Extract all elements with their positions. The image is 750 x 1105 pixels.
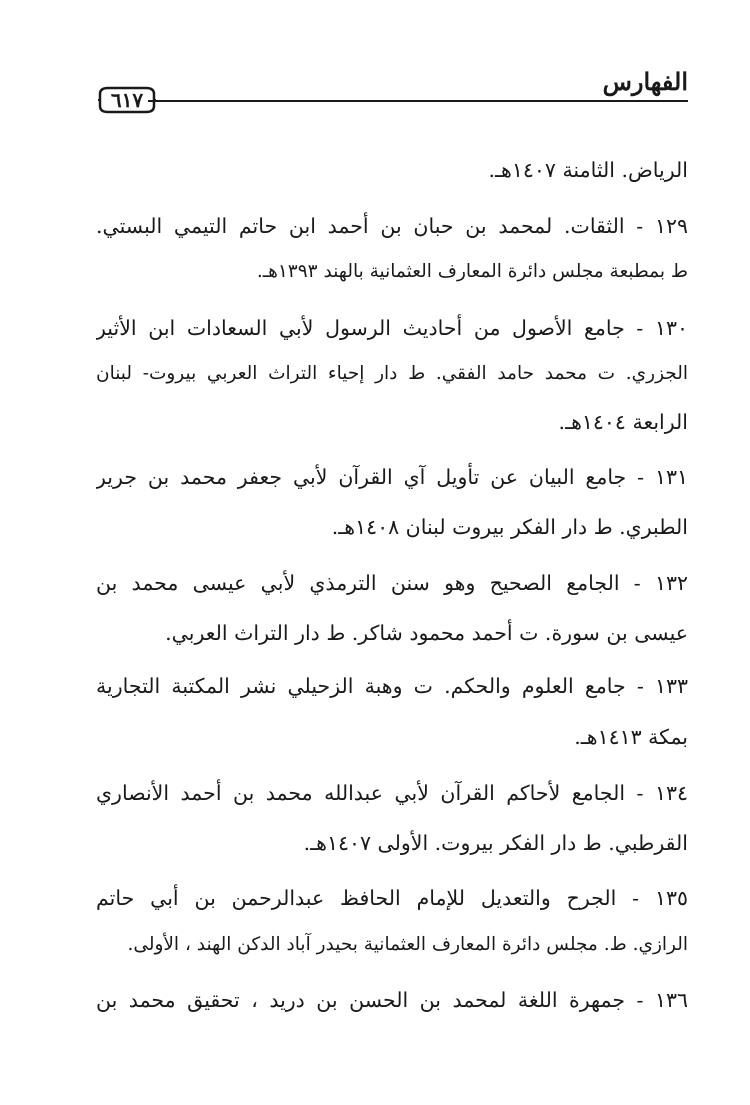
text-line: الرازي. ط. مجلس دائرة المعارف العثمانية بحيدر آباد الدكن الهند ، الأولى. xyxy=(127,934,688,955)
text-line: ١٣١ - جامع البيان عن تأويل آي القرآن لأبي جعفر محمد بن جرير xyxy=(96,465,688,489)
text-line: بمكة ١٤١٣هـ. xyxy=(574,725,688,749)
page-number: ٦١٧ xyxy=(110,88,144,112)
page-header-title: الفهارس xyxy=(602,67,688,96)
text-line: عيسى بن سورة. ت أحمد محمود شاكر. ط دار التراث العربي. xyxy=(165,621,688,645)
page-number-badge xyxy=(98,86,156,114)
text-line: ١٣٠ - جامع الأصول من أحاديث الرسول لأبي السعادات ابن الأثير xyxy=(96,316,688,340)
text-line: ط بمطبعة مجلس دائرة المعارف العثمانية بالهند ١٣٩٣هـ. xyxy=(256,261,688,282)
header-rule xyxy=(148,100,688,102)
text-line: الجزري. ت محمد حامد الفقي. ط دار إحياء التراث العربي بيروت- لبنان xyxy=(96,363,688,384)
text-line: ١٣٢ - الجامع الصحيح وهو سنن الترمذي لأبي عيسى محمد بن xyxy=(96,571,688,595)
text-line: ١٣٦ - جمهرة اللغة لمحمد بن الحسن بن دريد ، تحقيق محمد بن xyxy=(96,988,688,1012)
text-line: ١٣٣ - جامع العلوم والحكم. ت وهبة الزحيلي نشر المكتبة التجارية xyxy=(96,674,688,698)
text-line: الرابعة ١٤٠٤هـ. xyxy=(558,410,688,434)
text-line: الطبري. ط دار الفكر بيروت لبنان ١٤٠٨هـ. xyxy=(331,515,688,539)
text-line: القرطبي. ط دار الفكر بيروت. الأولى ١٤٠٧هـ. xyxy=(303,831,688,855)
text-line: الرياض. الثامنة ١٤٠٧هـ. xyxy=(488,158,688,182)
text-line: ١٢٩ - الثقات. لمحمد بن حبان بن أحمد ابن حاتم التيمي البستي. xyxy=(96,214,688,238)
text-line: ١٣٤ - الجامع لأحاكم القرآن لأبي عبدالله محمد بن أحمد الأنصاري xyxy=(96,781,688,805)
text-line: ١٣٥ - الجرح والتعديل للإمام الحافظ عبدالرحمن بن أبي حاتم xyxy=(96,886,688,910)
